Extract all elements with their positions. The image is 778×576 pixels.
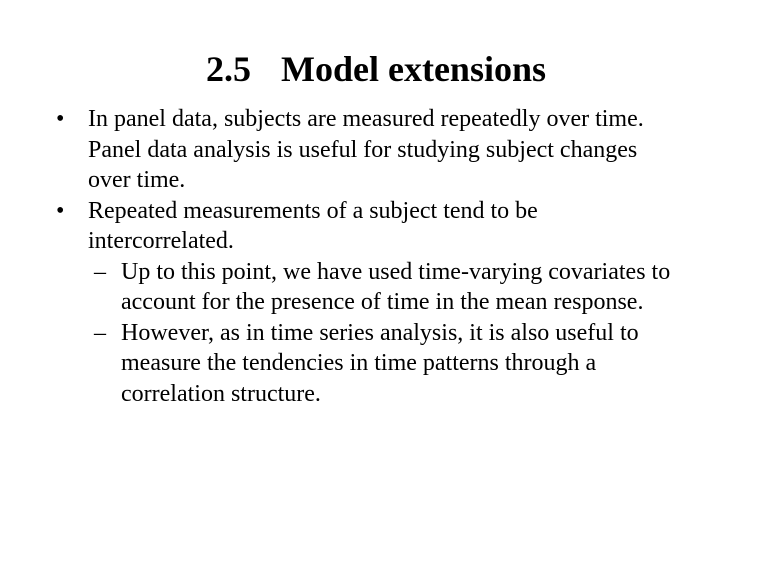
slide-title: [206, 48, 546, 90]
sub-bullet-line: measure the tendencies in time patterns through a: [121, 350, 597, 376]
sub-bullet-line: account for the presence of time in the mean response.: [121, 289, 644, 315]
bullet-marker: •: [56, 197, 65, 224]
sub-bullet-line: Up to this point, we have used time-varying covariates to: [121, 258, 671, 285]
bullet-item: [56, 196, 756, 257]
bullet-line: Panel data analysis is useful for studying subject changes: [88, 136, 638, 163]
sub-bullet-item: [56, 257, 756, 318]
sub-bullet-line: However, as in time series analysis, it is also useful to: [121, 319, 639, 346]
sub-bullet-marker: –: [94, 319, 106, 346]
bullet-marker: •: [56, 106, 65, 132]
title-text: Model extensions: [281, 49, 546, 89]
bullet-item: [56, 104, 756, 196]
sub-bullet-marker: –: [94, 258, 106, 285]
bullet-line: over time.: [88, 167, 186, 193]
title-number: 2.5: [206, 49, 251, 89]
bullet-list: [56, 104, 756, 409]
sub-bullet-item: [56, 318, 756, 410]
bullet-line: In panel data, subjects are measured repeatedly over time.: [88, 106, 644, 132]
sub-bullet-line: correlation structure.: [121, 380, 321, 407]
bullet-line: intercorrelated.: [88, 228, 234, 254]
bullet-line: Repeated measurements of a subject tend to be: [88, 197, 538, 224]
